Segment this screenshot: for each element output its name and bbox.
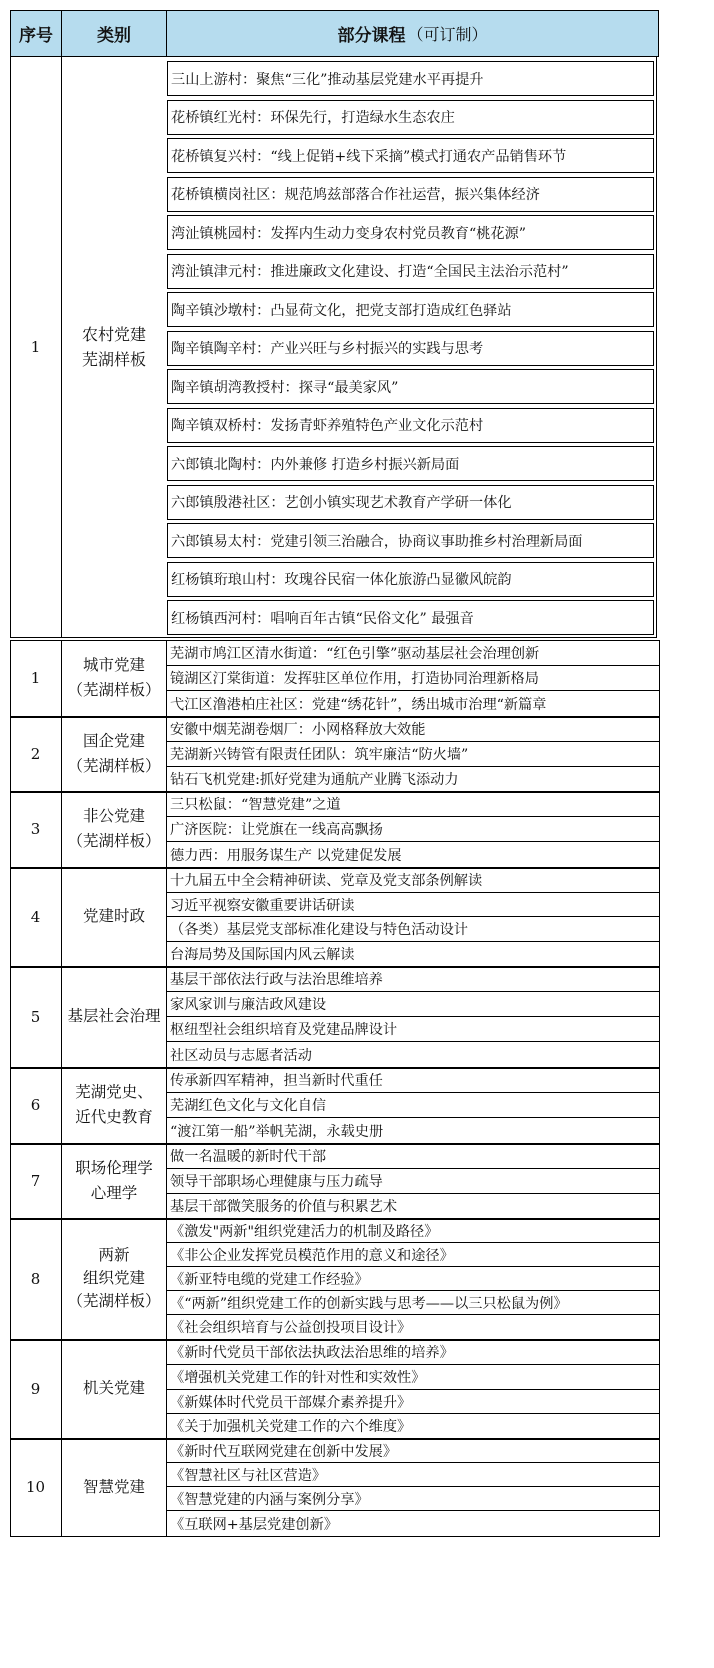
rural-item-box xyxy=(653,331,654,366)
course-item: 安徽中烟芜湖卷烟厂：小网格释放大效能 xyxy=(170,722,426,738)
group-cat-divider xyxy=(166,1143,167,1219)
course-item: 做一名温暖的新时代干部 xyxy=(170,1149,327,1165)
rural-course-item: 陶辛镇陶辛村：产业兴旺与乡村振兴的实践与思考 xyxy=(171,341,484,357)
rural-item-box xyxy=(653,215,654,250)
header-course xyxy=(166,10,659,57)
rural-category: 农村党建 芜湖样板 xyxy=(81,325,146,369)
course-item: 《“两新”组织党建工作的创新实践与思考——以三只松鼠为例》 xyxy=(170,1295,568,1312)
group-right-border xyxy=(659,1218,660,1340)
rural-course-item: 花桥镇红光村：环保先行，打造绿水生态农庄 xyxy=(171,110,455,126)
course-item: 《互联网+基层党建创新》 xyxy=(170,1516,338,1533)
group-category: 职场伦理学 心理学 xyxy=(75,1158,153,1202)
group-right-border xyxy=(659,867,660,967)
course-item: 《新时代党员干部依法执政法治思维的培养》 xyxy=(170,1345,454,1361)
group-number: 10 xyxy=(25,1478,46,1496)
header-no-label: 序号 xyxy=(19,26,53,46)
group-right-border xyxy=(659,640,660,717)
rural-bottom-border xyxy=(10,637,657,638)
group-right-border xyxy=(659,1438,660,1537)
rural-course-item: 陶辛镇胡湾教授村：探寻“最美家风” xyxy=(171,379,399,396)
header-no xyxy=(10,10,62,57)
rural-item-box xyxy=(167,557,653,558)
rural-item-box xyxy=(167,134,653,135)
group-number: 8 xyxy=(30,1269,41,1288)
course-item: 弋江区澛港柏庄社区：党建“绣花针”，绣出城市治理“新篇章 xyxy=(170,696,547,713)
course-item: 芜湖新兴铸管有限责任团队：筑牢廉洁“防火墙” xyxy=(170,747,469,763)
group-right-border xyxy=(659,966,660,1068)
course-item: （各类）基层党支部标准化建设与特色活动设计 xyxy=(170,922,468,938)
course-item: 社区动员与志愿者活动 xyxy=(170,1047,312,1064)
rural-item-box xyxy=(653,292,654,327)
rural-item-box xyxy=(653,600,654,635)
course-item: 《新媒体时代党员干部媒介素养提升》 xyxy=(170,1394,412,1411)
course-item: 领导干部职场心理健康与压力疏导 xyxy=(170,1174,383,1190)
rural-course-item: 湾沚镇津元村：推进廉政文化建设、打造“全国民主法治示范村” xyxy=(171,264,569,280)
course-item: 《新时代互联网党建在创新中发展》 xyxy=(170,1443,398,1460)
rural-item-box xyxy=(167,100,168,134)
group-number: 1 xyxy=(30,669,41,687)
rural-item-box xyxy=(653,562,654,597)
rural-item-box xyxy=(653,61,654,96)
group-number: 6 xyxy=(30,1096,41,1114)
group-number: 2 xyxy=(30,744,41,763)
rural-course-item: 三山上游村：聚焦“三化”推动基层党建水平再提升 xyxy=(171,71,484,88)
rural-item-box xyxy=(167,600,168,634)
header-category xyxy=(61,10,167,57)
rural-item-box xyxy=(167,408,168,442)
rural-item-box xyxy=(167,292,168,326)
rural-item-box xyxy=(167,211,653,212)
rural-item-box xyxy=(653,254,654,289)
rural-course-item: 陶辛镇沙墩村：凸显荷文化，把党支部打造成红色驿站 xyxy=(171,302,512,319)
rural-item-box xyxy=(653,523,654,558)
course-item: 基层干部依法行政与法治思维培养 xyxy=(170,972,383,988)
rural-item-box xyxy=(653,446,654,481)
rural-item-box xyxy=(167,596,653,597)
course-item: 广济医院：让党旗在一线高高飘扬 xyxy=(170,822,383,838)
group-category: 机关党建 xyxy=(82,1379,145,1397)
group-cat-divider xyxy=(166,791,167,868)
group-number: 5 xyxy=(30,1007,41,1026)
group-divider xyxy=(10,1536,660,1537)
rural-item-box xyxy=(167,61,168,95)
rural-course-item: 六郎镇易太村：党建引领三治融合，协商议事助推乡村治理新局面 xyxy=(171,533,583,550)
rural-item-box xyxy=(167,562,168,596)
course-item: 《智慧社区与社区营造》 xyxy=(170,1467,327,1484)
group-category: 党建时政 xyxy=(82,907,145,925)
course-item: 十九届五中全会精神研读、党章及党支部条例解读 xyxy=(170,873,483,889)
rural-item-box xyxy=(167,172,653,173)
rural-course-item: 红杨镇珩琅山村：玫瑰谷民宿一体化旅游凸显徽风皖韵 xyxy=(171,572,512,588)
rural-right-border xyxy=(656,57,657,637)
rural-item-box xyxy=(653,177,654,212)
rural-item-box xyxy=(167,177,168,211)
rural-item-box xyxy=(167,523,168,557)
course-item: 芜湖市鸠江区清水街道：“红色引擎”驱动基层社会治理创新 xyxy=(170,646,540,662)
group-right-border xyxy=(659,1143,660,1219)
course-item: 《关于加强机关党建工作的六个维度》 xyxy=(170,1419,412,1435)
course-item: 基层干部微笑服务的价值与积累艺术 xyxy=(170,1199,398,1215)
rural-item-box xyxy=(167,215,168,249)
rural-item-box xyxy=(167,331,168,365)
course-item: 《非公企业发挥党员模范作用的意义和途径》 xyxy=(170,1247,454,1264)
group-cat-divider xyxy=(166,1218,167,1340)
header-course-note: （可订制） xyxy=(407,25,488,44)
course-item: 传承新四军精神，担当新时代重任 xyxy=(170,1073,383,1089)
rural-item-box xyxy=(653,485,654,520)
rural-item-box xyxy=(653,100,654,135)
rural-course-item: 六郎镇北陶村：内外兼修 打造乡村振兴新局面 xyxy=(171,456,460,473)
rural-item-box xyxy=(167,365,653,366)
group-category: 非公党建 （芜湖样板） xyxy=(67,807,161,850)
rural-item-box xyxy=(167,254,168,288)
rural-item-box xyxy=(167,288,653,289)
rural-course-item: 花桥镇横岗社区：规范鸠兹部落合作社运营，振兴集体经济 xyxy=(171,187,540,203)
group-right-border xyxy=(659,1067,660,1144)
rural-item-box xyxy=(167,634,653,635)
course-item: 《激发"两新"组织党建活力的机制及路径》 xyxy=(170,1223,439,1240)
rural-course-item: 六郎镇殷港社区：艺创小镇实现艺术教育产学研一体化 xyxy=(171,495,512,511)
course-item: 德力西：用服务谋生产 以党建促发展 xyxy=(170,847,402,864)
course-item: 枢纽型社会组织培育及党建品牌设计 xyxy=(170,1022,398,1038)
group-category: 两新 组织党建 （芜湖样板） xyxy=(67,1246,161,1310)
group-category: 城市党建 （芜湖样板） xyxy=(67,656,161,699)
group-right-border xyxy=(659,716,660,792)
group-cat-divider xyxy=(166,966,167,1068)
group-category: 国企党建 （芜湖样板） xyxy=(67,731,161,775)
header-category-label: 类别 xyxy=(97,26,131,46)
group-cat-divider xyxy=(166,716,167,792)
course-item: 钻石飞机党建:抓好党建为通航产业腾飞添动力 xyxy=(170,772,459,788)
rural-item-box xyxy=(167,95,653,96)
rural-course-item: 红杨镇西河村：唱响百年古镇“民俗文化” 最强音 xyxy=(171,610,474,627)
rural-item-box xyxy=(167,480,653,481)
rural-item-box xyxy=(167,403,653,404)
group-number: 4 xyxy=(30,907,41,926)
rural-item-box xyxy=(167,326,653,327)
group-right-border xyxy=(659,791,660,868)
rural-item-box xyxy=(167,519,653,520)
rural-course-item: 湾沚镇桃园村：发挥内生动力变身农村党员教育“桃花源” xyxy=(171,225,527,242)
group-category: 基层社会治理 xyxy=(67,1007,161,1025)
group-cat-divider xyxy=(166,1438,167,1537)
group-number: 9 xyxy=(30,1379,41,1398)
rural-item-box xyxy=(653,369,654,404)
group-category: 智慧党建 xyxy=(82,1477,145,1496)
course-item: 芜湖红色文化与文化自信 xyxy=(170,1098,327,1114)
rural-item-box xyxy=(653,408,654,443)
rural-item-box xyxy=(167,485,168,519)
group-number: 3 xyxy=(30,820,41,838)
course-item: 台海局势及国际国内风云解读 xyxy=(170,947,355,963)
header-course-label: 部分课程 xyxy=(337,26,406,46)
rural-item-box xyxy=(167,249,653,250)
rural-item-box xyxy=(167,446,168,480)
rural-item-box xyxy=(167,369,168,403)
rural-course-item: 花桥镇复兴村：“线上促销+线下采摘”模式打通农产品销售环节 xyxy=(171,148,567,165)
group-number: 7 xyxy=(30,1171,41,1190)
course-item: 习近平视察安徽重要讲话研读 xyxy=(170,897,355,914)
course-item: 三只松鼠：“智慧党建”之道 xyxy=(170,797,341,813)
course-item: 《智慧党建的内涵与案例分享》 xyxy=(170,1491,369,1508)
course-item: “渡江第一船”举帆芜湖，永载史册 xyxy=(170,1123,384,1140)
rural-item-box xyxy=(653,138,654,173)
group-cat-divider xyxy=(166,1067,167,1144)
rural-course-item: 陶辛镇双桥村：发扬青虾养殖特色产业文化示范村 xyxy=(171,418,484,434)
group-cat-divider xyxy=(166,867,167,967)
course-item: 家风家训与廉洁政风建设 xyxy=(170,997,327,1013)
course-item: 镜湖区汀棠街道：发挥驻区单位作用，打造协同治理新格局 xyxy=(170,671,539,687)
course-item: 《社会组织培育与公益创投项目设计》 xyxy=(170,1320,412,1336)
course-item: 《增强机关党建工作的针对性和实效性》 xyxy=(170,1370,426,1386)
rural-item-box xyxy=(167,442,653,443)
group-cat-divider xyxy=(166,640,167,717)
rural-number: 1 xyxy=(30,338,41,356)
course-item: 《新亚特电缆的党建工作经验》 xyxy=(170,1271,369,1288)
rural-item-box xyxy=(167,138,168,172)
group-category: 芜湖党史、 近代史教育 xyxy=(75,1083,153,1126)
